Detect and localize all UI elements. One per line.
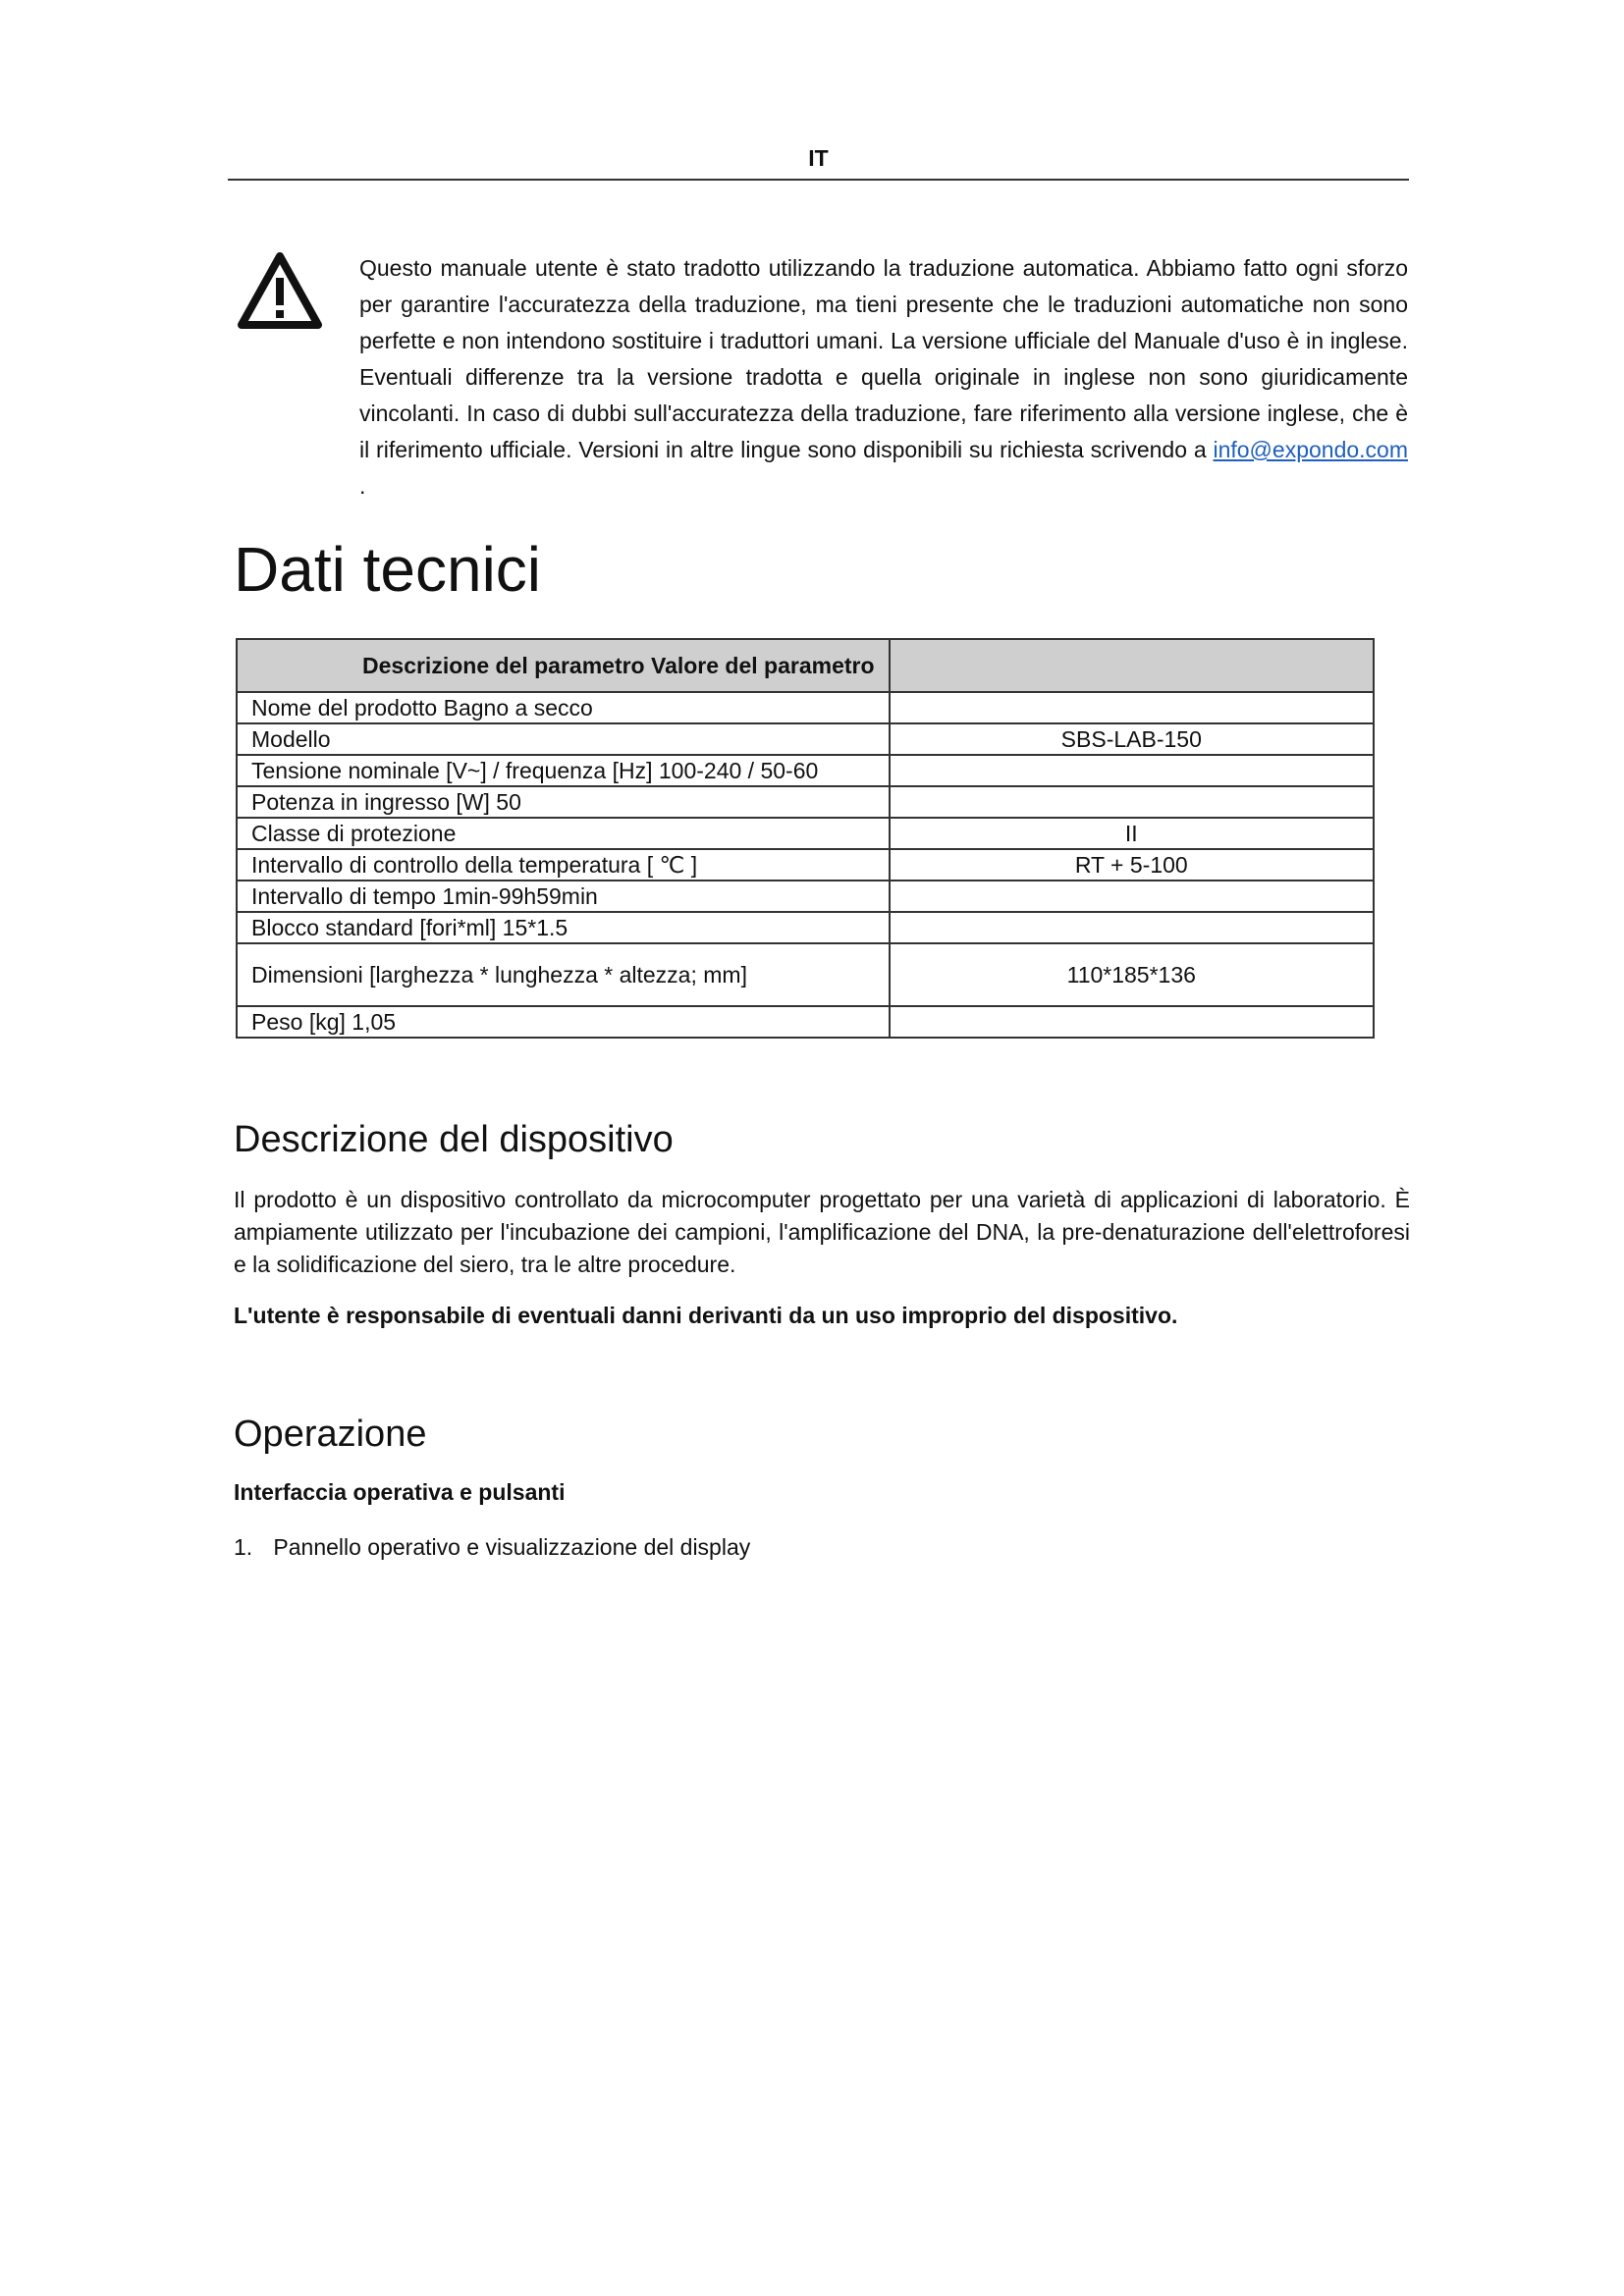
param-value	[890, 912, 1374, 943]
param-value	[890, 881, 1374, 912]
table-header-row	[237, 639, 1374, 692]
param-name: Nome del prodotto Bagno a secco	[237, 692, 890, 723]
param-name-text: Tensione nominale [V~] / frequenza [Hz] 100-240 / 50-60	[251, 758, 819, 783]
param-name: Dimensioni [larghezza * lunghezza * altezza; mm]	[237, 943, 890, 1006]
table-row	[237, 912, 1374, 943]
translation-notice	[359, 250, 1408, 505]
param-value	[890, 1006, 1374, 1038]
table-row	[237, 1006, 1374, 1038]
operation-subtitle: Interfaccia operativa e pulsanti	[234, 1479, 566, 1505]
param-name: Potenza in ingresso [W] 50	[237, 786, 890, 818]
param-name: Intervallo di controllo della temperatura [ ℃ ]	[237, 849, 890, 881]
table-row	[237, 692, 1374, 723]
table-row	[237, 818, 1374, 849]
param-value: SBS-LAB-150	[890, 723, 1374, 755]
param-value: RT + 5-100	[890, 849, 1374, 881]
param-name: Modello	[237, 723, 890, 755]
table-row	[237, 943, 1374, 1006]
table-row	[237, 786, 1374, 818]
param-name: Blocco standard [fori*ml] 15*1.5	[237, 912, 890, 943]
param-name: Classe di protezione	[237, 818, 890, 849]
table-row	[237, 849, 1374, 881]
param-value: II	[890, 818, 1374, 849]
notice-end: .	[359, 473, 366, 499]
param-value: 110*185*136	[890, 943, 1374, 1006]
header-text: Descrizione del parametro Valore del parametro	[362, 653, 875, 678]
header-cell-empty	[890, 639, 1374, 692]
section-title-operation: Operazione	[234, 1414, 427, 1455]
page-header	[228, 143, 1409, 181]
warning-triangle-icon	[238, 252, 322, 329]
list-item	[234, 1531, 750, 1564]
spec-table	[236, 638, 1375, 1039]
param-value	[890, 786, 1374, 818]
email-link[interactable]: info@expondo.com	[1213, 437, 1408, 462]
page-title: Dati tecnici	[234, 534, 541, 605]
description-body: Il prodotto è un dispositivo controllato da microcomputer progettato per una varietà di applicazioni di laboratorio. È ampiamente utilizzato per l'incubazione dei campioni, l'amplificazione del DNA, la pre-denaturazione dell'elettroforesi e la solidificazione del siero, tra le altre procedure.	[234, 1187, 1410, 1277]
header-cell	[237, 639, 890, 692]
list-number: 1.	[234, 1534, 253, 1560]
param-name	[237, 755, 890, 786]
table-row	[237, 881, 1374, 912]
language-code: IT	[808, 145, 829, 171]
section-title-description: Descrizione del dispositivo	[234, 1119, 674, 1160]
notice-text: Questo manuale utente è stato tradotto utilizzando la traduzione automatica. Abbiamo fatto ogni sforzo per garantire l'accuratezza della traduzione, ma tieni presente che le traduzioni automatiche non sono perfette e non intendono sostituire i traduttori umani. La versione ufficiale del Manuale d'uso è in inglese. Eventuali differenze tra la versione tradotta e quella originale in inglese non sono giuridicamente vincolanti. In caso di dubbi sull'accuratezza della traduzione, fare riferimento alla versione inglese, che è il riferimento ufficiale. Versioni in altre lingue sono disponibili su richiesta scrivendo a	[359, 255, 1408, 462]
table-row	[237, 755, 1374, 786]
param-value	[890, 755, 1374, 786]
param-value	[890, 692, 1374, 723]
param-name: Peso [kg] 1,05	[237, 1006, 890, 1038]
table-row	[237, 723, 1374, 755]
list-text: Pannello operativo e visualizzazione del display	[273, 1534, 751, 1560]
param-name: Intervallo di tempo 1min-99h59min	[237, 881, 890, 912]
user-responsibility-warning: L'utente è responsabile di eventuali danni derivanti da un uso improprio del dispositivo.	[234, 1303, 1178, 1328]
